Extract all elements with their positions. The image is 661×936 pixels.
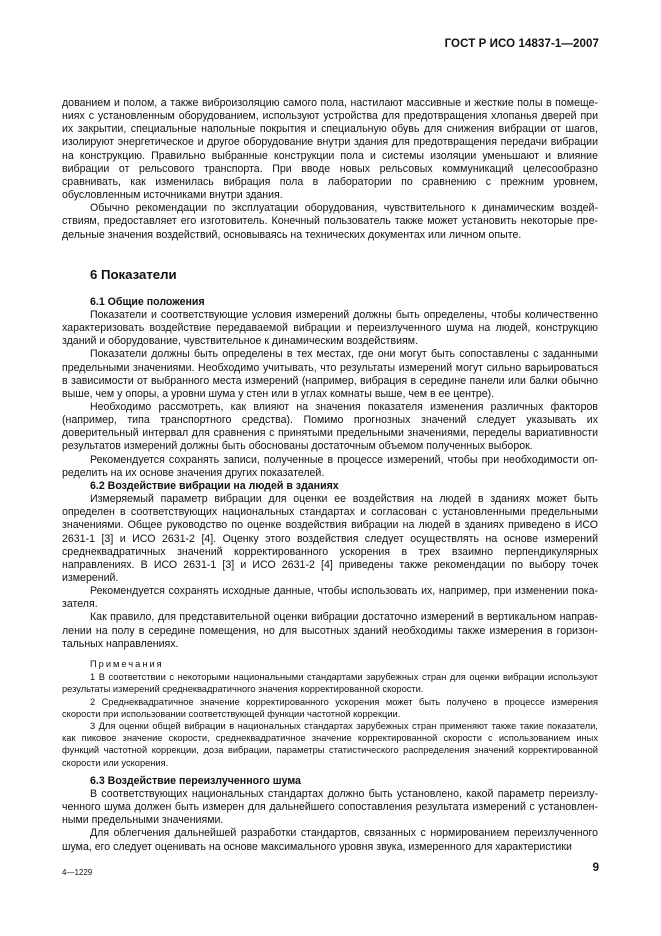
note-item: 2 Среднеквадратичное значение корректированного ускорения может быть получено в процессе измерения скорости при использовании соответствующей функции частотной коррекции. [62, 696, 598, 719]
paragraph: дованием и полом, а также виброизоляцию самого пола, настилают массивные и жесткие полы в помещениях с установленным оборудованием, используют устройства для предотвращения хлопанья дверей при их закрытии, специальные напольные покрытия и специальную обувь для снижения вибрации от шагов, изолируют энергетическое и другое оборудование внутри здания для предотвращения передачи вибрации на конструкцию. Правильно выбранные конструкции пола и системы изоляции уменьшают и влияние вибрации от рельсового транспорта. При вводе новых рельсовых коммуникаций целесообразно сравнивать, как изменилась вибрация пола в лаборатории по сравнению с прежним уровнем, обусловленным источниками внутри здания. [62, 97, 598, 202]
paragraph: Рекомендуется сохранять исходные данные, чтобы использовать их, например, при изменении показателя. [62, 585, 598, 611]
subsection-heading: 6.2 Воздействие вибрации на людей в зданиях [90, 479, 339, 492]
paragraph: Рекомендуется сохранять записи, полученные в процессе измерений, чтобы при необходимости определить на их основе значения других показателей. [62, 453, 598, 479]
paragraph: Обычно рекомендации по эксплуатации оборудования, чувствительного к динамическим воздействиям, предоставляет его изготовитель. Конечный пользователь также может установить некоторые предельные значения воздействий, основываясь на технических документах или личном опыте. [62, 202, 598, 241]
note-item: 3 Для оценки общей вибрации в национальных стандартах зарубежных стран применяют также такие показатели, как пиковое значение скорости, среднеквадратичное значение корректированной скорости с использованием иных функций частотной коррекции, доза вибрации, параметры статистического распределения значений корректированной скорости или ускорения. [62, 720, 598, 768]
notes-title: Примечания [90, 658, 164, 669]
paragraph: Показатели и соответствующие условия измерений должны быть определены, чтобы количественно характеризовать воздействие передаваемой вибрации и переизлученного шума на людей, конструкцию зданий и оборудование, чувствительное к динамическим воздействиям. [62, 308, 598, 348]
paragraph: Измеряемый параметр вибрации для оценки ее воздействия на людей в зданиях может быть определен в соответствующих национальных стандартах и согласован с установленными предельными значениями. Общее руководство по оценке воздействия вибрации на людей в зданиях приведено в ИСО 2631-1 [3] и ИСО 2631-2 [4]. Оценку этого воздействия следует осуществлять на основе измерений среднеквадратичных значений корректированного ускорения в трех взаимно перпендикулярных направлениях. В ИСО 2631-1 [3] и ИСО 2631-2 [4] приведены также рекомендации по выбору точек измерений. [62, 493, 598, 584]
notes-block [62, 658, 598, 769]
note-item: 1 В соответствии с некоторыми национальными стандартами зарубежных стран для оценки вибрации используют результаты измерений среднеквадратичного значения корректированной скорости. [62, 672, 598, 695]
paragraph: Для облегчения дальнейшей разработки стандартов, связанных с нормированием переизлученного шума, его следует оценивать на основе максимального уровня звука, измеренного для характеристики [62, 827, 598, 853]
paragraph: Показатели должны быть определены в тех местах, где они могут быть сопоставлены с заданными предельными значениями. Необходимо учитывать, что результаты измерений могут сильно варьироваться в зависимости от выбранного места измерений (например, вибрация в середине панели или балки обычно выше, чем у опоры, а уровни шума у стен или в углах комнаты выше, чем в ее центре). [62, 348, 598, 400]
paragraph: Как правило, для представительной оценки вибрации достаточно измерений в вертикальном направлении на полу в середине помещения, но для высотных зданий необходимы также измерения в горизонтальных направлениях. [62, 611, 598, 650]
paragraph: В соответствующих национальных стандартах должно быть установлено, какой параметр переизлученного шума должен быть измерен для дальнейшего сопоставления результата измерений с установленными предельными значениями. [62, 787, 598, 827]
page-number: 9 [592, 862, 599, 874]
subsection-heading: 6.3 Воздействие переизлученного шума [90, 774, 301, 787]
page-body [62, 97, 598, 854]
sheet-mark: 4—1229 [62, 868, 93, 877]
document-header: ГОСТ Р ИСО 14837-1—2007 [444, 38, 599, 50]
paragraph: Необходимо рассмотреть, как влияют на значения показателя изменения различных факторов (например, типа транспортного средства). Помимо прогнозных значений следует указывать их доверительный интервал для сравнения с принятыми предельными значениями, переделы вариативности результатов измерений должны быть обоснованы достаточным объемом полученных выборок. [62, 400, 598, 453]
subsection-heading: 6.1 Общие положения [90, 295, 205, 308]
section-heading: 6 Показатели [90, 266, 177, 282]
